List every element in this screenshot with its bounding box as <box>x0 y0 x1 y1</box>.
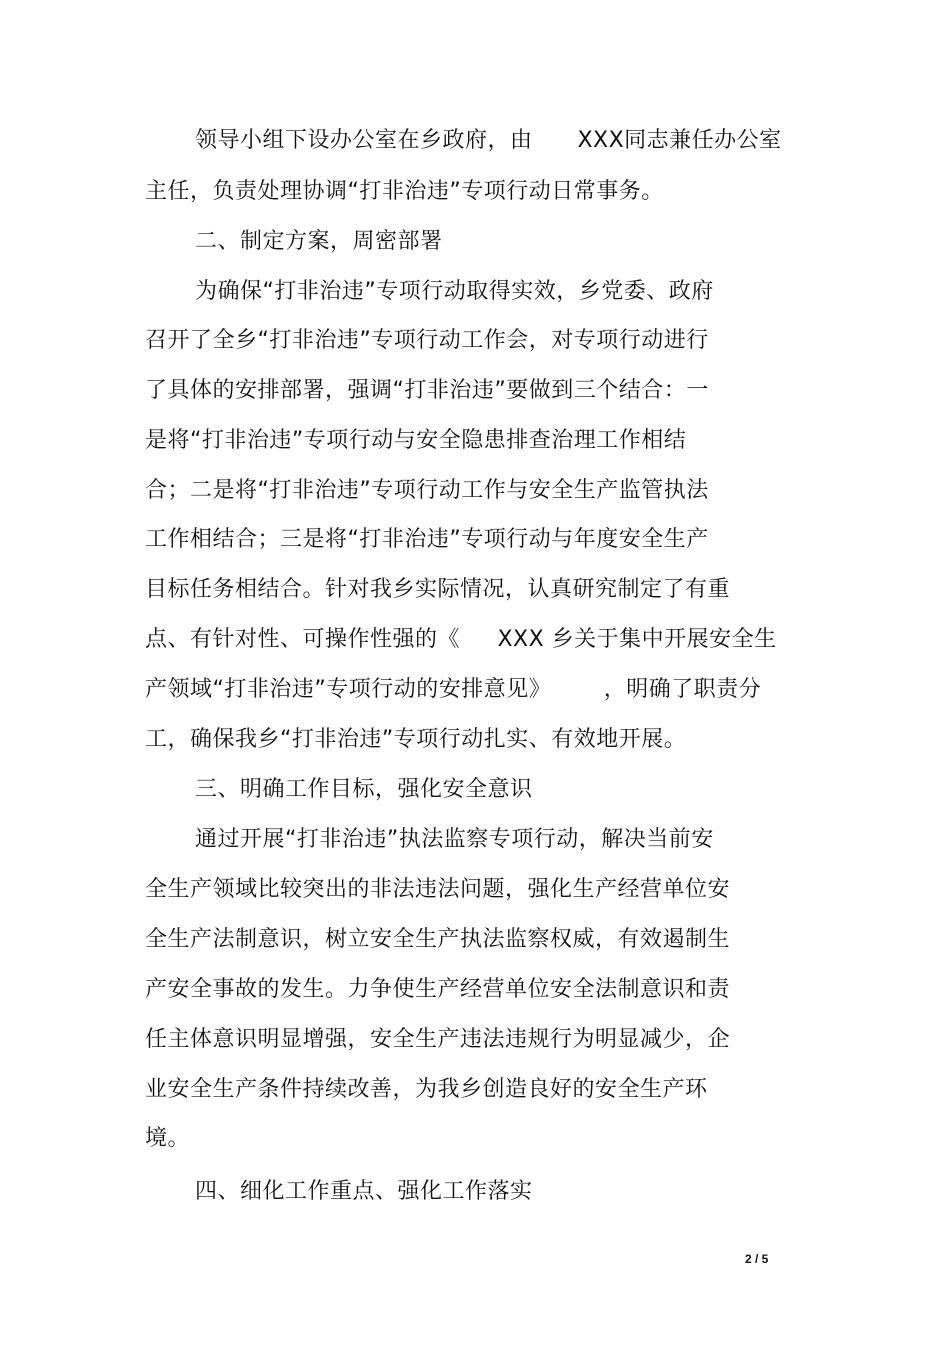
paragraph-line: 工作相结合；三是将“打非治违”专项行动与年度安全生产 <box>145 527 709 552</box>
paragraph-line: 产领域“打非治违”专项行动的安排意见》 ，明确了职责分 <box>145 677 762 702</box>
section-heading: 四、细化工作重点、强化工作落实 <box>195 1179 533 1204</box>
paragraph-line: 业安全生产条件持续改善，为我乡创造良好的安全生产环 <box>145 1077 708 1102</box>
paragraph-line: 全生产法制意识，树立安全生产执法监察权威，有效遏制生 <box>145 927 731 952</box>
paragraph-line: 产安全事故的发生。力争使生产经营单位安全法制意识和责 <box>145 977 731 1002</box>
paragraph-line: 任主体意识明显增强，安全生产违法违规行为明显减少，企 <box>145 1027 731 1052</box>
paragraph-line: 领导小组下设办公室在乡政府，由 XXX同志兼任办公室 <box>195 128 782 153</box>
paragraph-line: 全生产领域比较突出的非法违法问题，强化生产经营单位安 <box>145 877 731 902</box>
paragraph-line: 了具体的安排部署，强调“打非治违”要做到三个结合：一 <box>145 378 709 403</box>
paragraph-line: 工，确保我乡“打非治违”专项行动扎实、有效地开展。 <box>145 727 687 752</box>
paragraph-line: 目标任务相结合。针对我乡实际情况，认真研究制定了有重 <box>145 577 731 602</box>
section-heading: 三、明确工作目标，强化安全意识 <box>195 777 533 802</box>
paragraph-line: 为确保“打非治违”专项行动取得实效，乡党委、政府 <box>195 279 714 304</box>
paragraph-line: 境。 <box>145 1126 191 1151</box>
paragraph-line: 通过开展“打非治违”执法监察专项行动，解决当前安 <box>195 827 714 852</box>
paragraph-line: 召开了全乡“打非治违”专项行动工作会，对专项行动进行 <box>145 328 709 353</box>
paragraph-line: 合；二是将“打非治违”专项行动工作与安全生产监管执法 <box>145 478 709 503</box>
paragraph-line: 主任，负责处理协调“打非治违”专项行动日常事务。 <box>145 179 664 204</box>
section-heading: 二、制定方案，周密部署 <box>195 229 443 254</box>
paragraph-line: 点、有针对性、可操作性强的《 XXX 乡关于集中开展安全生 <box>145 627 777 652</box>
paragraph-line: 是将“打非治违”专项行动与安全隐患排查治理工作相结 <box>145 428 687 453</box>
page-number: 2 / 5 <box>745 1252 769 1266</box>
